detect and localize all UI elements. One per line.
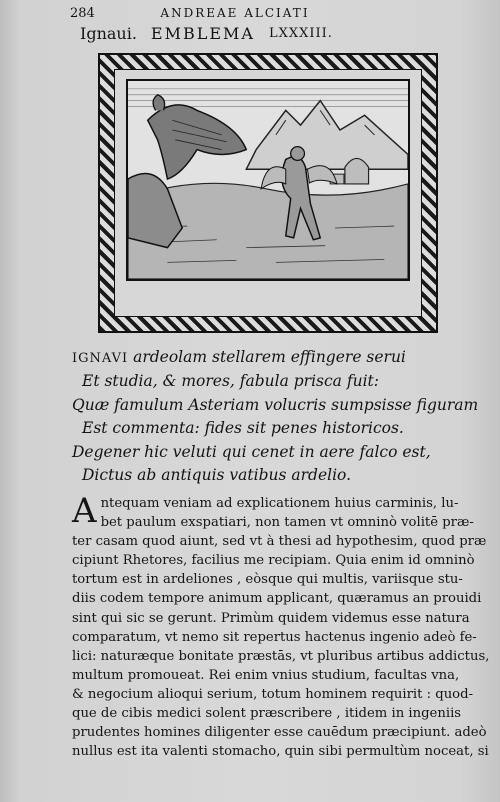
prose-line: bet paulum exspatiari, non tamen vt omninò volitē præ-: [100, 515, 474, 531]
prose-line: nullus est ita valenti stomacho, quin sibi permultùm noceat, si: [72, 744, 489, 760]
commentary-text: [72, 491, 490, 761]
page-number: 284: [70, 6, 95, 21]
prose-line: prudentes homines diligenter esse cauēdum præcipiunt. adeò: [72, 725, 487, 741]
verse-line-3: Quæ famulum Asteriam volucris sumpsisse figuram: [72, 395, 479, 414]
section-label: Ignaui.: [80, 24, 137, 43]
verse-line-1: ardeolam stellarem effingere serui: [128, 348, 406, 366]
prose-line: ter casam quod aiunt, sed vt à thesi ad hypothesim, quod præ: [72, 534, 487, 550]
prose-line: diis codem tempore animum applicant, quæramus an prouidi: [72, 591, 482, 607]
prose-line: que de cibis medici solent præscribere , itidem in ingeniis: [72, 706, 462, 722]
verse-line: [72, 346, 432, 370]
prose-line: tortum est in ardeliones , eòsque qui multis, variisque stu-: [72, 572, 463, 588]
prose-line: sint qui sic se gerunt. Primùm quidem videmus esse natura: [72, 610, 470, 626]
verse-line-5: Degener hic veluti qui cenet in aere falco est,: [72, 442, 431, 461]
heron-and-man-woodcut-icon: [126, 79, 410, 281]
drop-cap: A: [72, 491, 97, 531]
emblem-number: LXXXIII.: [268, 26, 333, 41]
prose-line: ntequam veniam ad explicationem huius carminis, lu-: [100, 496, 459, 511]
verse-line-6: Dictus ab antiquis vatibus ardelio.: [82, 466, 352, 485]
emblem-label: EMBLEMA: [150, 24, 255, 43]
prose-line: & negocium alioqui serium, totum hominem requirit : quod-: [72, 686, 474, 702]
verse-line-2: Et studia, & mores, fabula prisca fuit:: [82, 372, 379, 391]
prose-line: cipiunt Rhetores, facilius me recipiam. Quia enim id omninò: [72, 553, 475, 569]
prose-line: comparatum, vt nemo sit repertus hactenus ingenio adeò fe-: [72, 629, 477, 645]
prose-line: multum promoueat. Rei enim vnius studium, facultas vna,: [72, 667, 460, 683]
verse-smallcaps: IGNAVI: [72, 351, 129, 366]
emblem-verse: [72, 346, 479, 487]
emblem-title: [80, 24, 410, 43]
running-title: ANDREAE ALCIATI: [160, 6, 310, 20]
ornamental-border-icon: [98, 53, 438, 333]
prose-line: lici: naturæque bonitate præstās, vt pluribus artibus addictus,: [72, 648, 490, 664]
verse-line-4: Est commenta: fides sit penes historicos.: [82, 419, 404, 438]
